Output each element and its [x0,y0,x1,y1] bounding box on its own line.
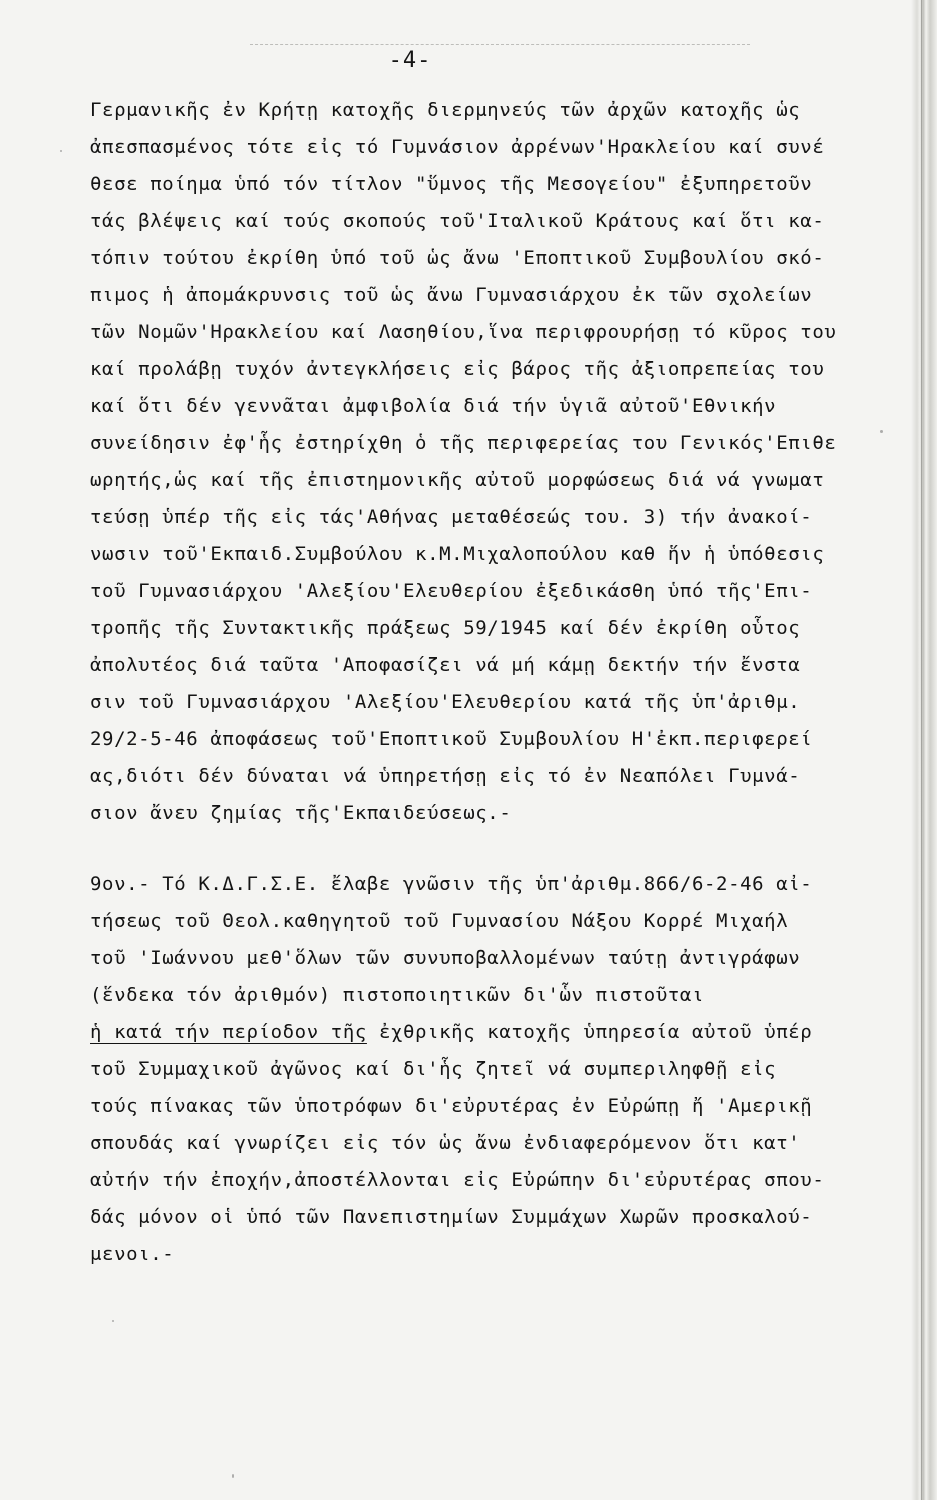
text-line: σιν τοῦ Γυμνασιάρχου 'Αλεξίου'Ελευθερίου κατά τῆς ὑπ'ἀριθμ. [90,691,801,713]
text-line: συνείδησιν ἐφ'ἧς ἐστηρίχθη ὁ τῆς περιφερείας του Γενικός'Επιθε [90,432,837,454]
text-line: 29/2-5-46 ἀποφάσεως τοῦ'Εποπτικοῦ Συμβουλίου Η'ἐκπ.περιφερεί [90,728,813,750]
text-line: τόπιν τούτου ἐκρίθη ὑπό τοῦ ὡς ἄνω 'Εποπτικοῦ Συμβουλίου σκό- [90,247,825,269]
text-line: τεύσῃ ὑπέρ τῆς εἰς τάς'Αθήνας μεταθέσεώς του. 3) τήν ἀνακοί- [90,506,813,528]
paragraph-decision-9-continued [90,1051,906,1273]
text-line: μενοι.- [90,1243,175,1265]
text-line: τοῦ Συμμαχικοῦ ἀγῶνος καί δι'ἧς ζητεῖ νά συμπεριληφθῇ εἰς [90,1058,777,1080]
text-line: σιον ἄνευ ζημίας τῆς'Εκπαιδεύσεως.- [90,802,512,824]
text-line: ας,διότι δέν δύναται νά ὑπηρετήσῃ εἰς τό ἐν Νεαπόλει Γυμνά- [90,765,801,787]
paper-speck [112,1320,114,1322]
text-line: τροπῆς τῆς Συντακτικῆς πράξεως 59/1945 καί δέν ἐκρίθη οὗτος [90,617,801,639]
text-line: τῶν Νομῶν'Ηρακλείου καί Λασηθίου,ἵνα περιφρουρήσῃ τό κῦρος του [90,321,837,343]
binding-edge-line [921,0,922,1500]
paragraph-decision-8 [90,92,906,832]
underlined-text: ἡ κατά τήν περίοδον τῆς [90,1021,367,1043]
top-rule [250,44,750,45]
text-line-tail: ἐχθρικῆς κατοχῆς ὑπηρεσία αὐτοῦ ὑπέρ [366,1021,813,1043]
typed-text-block [90,92,906,1273]
paper-speck [880,430,883,433]
text-line: τοῦ 'Ιωάννου μεθ'ὅλων τῶν συνυποβαλλομένων ταύτῃ ἀντιγράφων [90,947,801,969]
text-line: τάς βλέψεις καί τούς σκοπούς τοῦ'Ιταλικοῦ Κράτους καί ὅτι κα- [90,210,825,232]
text-line: ωρητής,ὡς καί τῆς ἐπιστημονικῆς αὐτοῦ μορφώσεως διά νά γνωματ [90,469,825,491]
paper-speck [232,1474,234,1478]
text-line: τοῦ Γυμνασιάρχου 'Αλεξίου'Ελευθερίου ἐξεδικάσθη ὑπό τῆς'Επι- [90,580,813,602]
text-line: καί προλάβῃ τυχόν ἀντεγκλήσεις εἰς βάρος τῆς ἀξιοπρεπείας του [90,358,825,380]
text-line: πιμος ἡ ἀπομάκρυνσις τοῦ ὡς ἄνω Γυμνασιάρχου ἐκ τῶν σχολείων [90,284,813,306]
text-line: τήσεως τοῦ Θεολ.καθηγητοῦ τοῦ Γυμνασίου Νάξου Κορρέ Μιχαήλ [90,910,789,932]
text-line: (ἕνδεκα τόν ἀριθμόν) πιστοποιητικῶν δι'ὧν πιστοῦται [90,984,704,1006]
paper-speck [60,150,62,152]
text-line: σπουδάς καί γνωρίζει εἰς τόν ὡς ἄνω ἐνδιαφερόμενον ὅτι κατ' [90,1132,801,1154]
paragraph-gap [90,832,906,866]
text-line: θεσε ποίημα ὑπό τόν τίτλον "ὕμνος τῆς Μεσογείου" ἐξυπηρετοῦν [90,173,813,195]
book-binding [911,0,937,1500]
text-line: νωσιν τοῦ'Εκπαιδ.Συμβούλου κ.Μ.Μιχαλοπούλου καθ ἥν ἡ ὑπόθεσις [90,543,825,565]
text-line: δάς μόνον οἱ ὑπό τῶν Πανεπιστημίων Συμμάχων Χωρῶν προσκαλού- [90,1206,813,1228]
text-line: ἀπεσπασμένος τότε εἰς τό Γυμνάσιον ἀρρένων'Ηρακλείου καί συνέ [90,136,825,158]
text-line: αὐτήν τήν ἐποχήν,ἀποστέλλονται εἰς Εὐρώπην δι'εὐρυτέρας σπου- [90,1169,825,1191]
text-line: καί ὅτι δέν γεννᾶται ἀμφιβολία διά τήν ὑγιᾶ αὐτοῦ'Εθνικήν [90,395,777,417]
paragraph-decision-9 [90,866,906,1014]
text-line: τούς πίνακας τῶν ὑποτρόφων δι'εὐρυτέρας ἐν Εὐρώπῃ ἤ 'Αμερικῇ [90,1095,813,1117]
page-number: -4- [388,48,432,73]
text-line [90,1014,906,1051]
text-line: 9ον.- Τό Κ.Δ.Γ.Σ.Ε. ἔλαβε γνῶσιν τῆς ὑπ'ἀριθμ.866/6-2-46 αἰ- [90,873,813,895]
text-line: Γερμανικῆς ἐν Κρήτῃ κατοχῆς διερμηνεύς τῶν ἀρχῶν κατοχῆς ὡς [90,99,801,121]
text-line: ἀπολυτέος διά ταῦτα 'Αποφασίζει νά μή κάμῃ δεκτήν τήν ἔνστα [90,654,801,676]
